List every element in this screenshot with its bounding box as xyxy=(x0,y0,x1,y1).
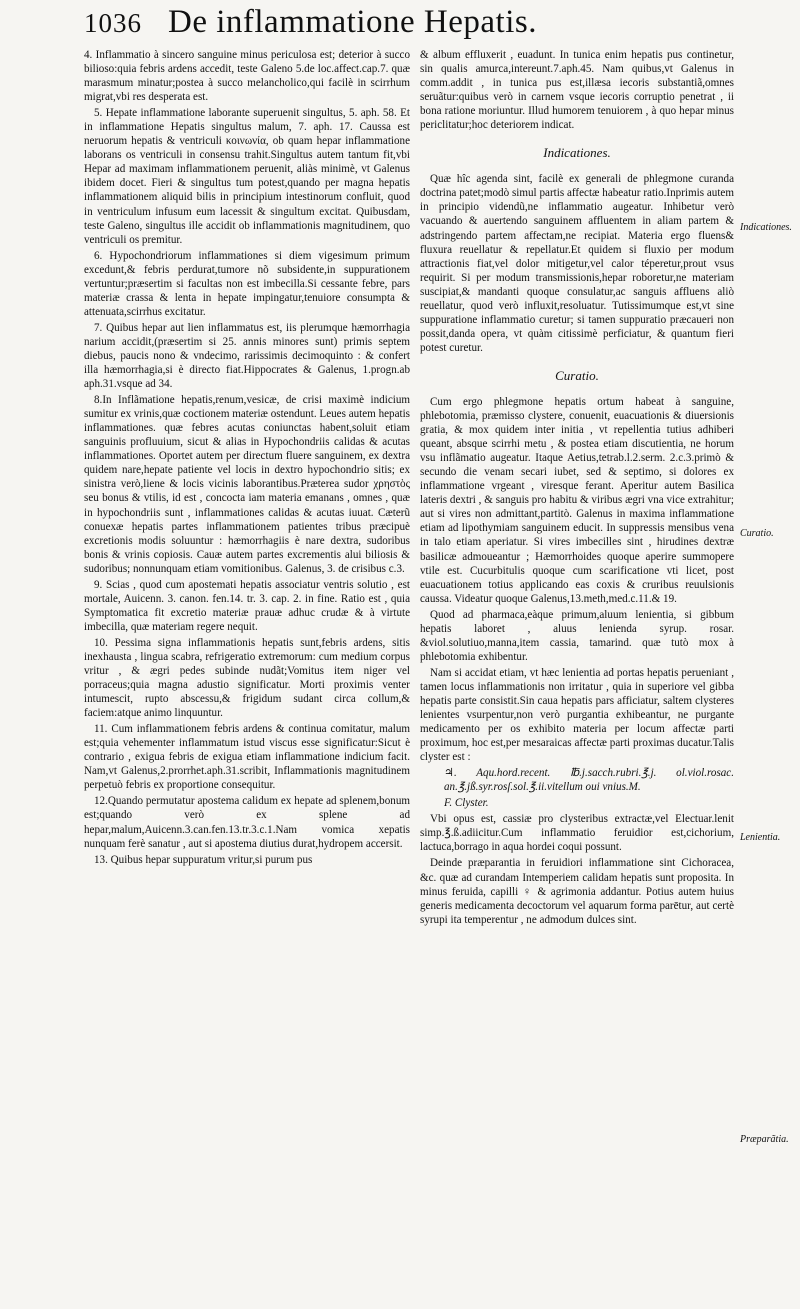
right-column xyxy=(420,48,734,929)
running-title: De inflammatione Hepatis. xyxy=(168,4,537,40)
paragraph: Quod ad pharmaca,eàque primum,aluum lenientia, si gibbum hepatis laboret , aluus lenienda syrup. rosar. &viol.solutiuo,manna,item cassia, tamarind. quæ tutò mox à phlebotomia exhibentur. xyxy=(420,608,734,663)
section-heading-indicationes: Indicationes. xyxy=(543,145,611,161)
paragraph: 8.In Inflãmatione hepatis,renum,vesicæ, de crisi maximè indicium sumitur ex vrinis,quæ coctionem materiæ ostendunt. Leues autem hepatis inflammationes. quæ febres acutas coniunctas habent,soluit etiam sanguinis profluuium, sicut & alias in Hypochondriis calidas & acutas inflammationes. Oportet autem per directum fluere sanguinem, ex dextra quidem nare,hepate patiente vel locis in dextro hypochondrio sitis; ex sinistra verò,liene & locis vicinis laborantibus.Præterea sudor χρηστὸς seu bonus & vtilis, id est , concocta iam materia emanans , omnes , quæ in hypochondriis sunt , inflammationes calidas & acutas iuuat. Cæterũ conuexæ hepatis partes inflammationem patientes tribus præcipuè excretionis modis soluuntur : hæmorrhagiis è nare dextra, sudoribus bonis & vrinis copiosis. Cauæ autem partes excrementis alui biliosis & sudoribus; nonnunquam etiam vomitionibus. Galenus, 3. de crisibus c.3. xyxy=(84,394,410,575)
page-header xyxy=(84,4,644,44)
paragraph: Quæ hîc agenda sint, facilè ex generali de phlegmone curanda doctrina patet;modò simul partis affectæ habeatur ratio.Inprimis autem in principio videndũ,ne inflammatio augeatur. Inhibetur verò vacuando & auertendo sanguinem affluentem in aliam partem & adstringendo partem affectam,ne recipiat. Materia ergo fluens& fluxura reuellatur & repellatur.Et quidem si fluxio per modum attractionis fiat,vel dolor mitigetur,vel calor téperetur,prout vsus requirit. Si per modum transmissionis,hepar roboretur,ne materiam suscipiat,& mandanti quoque consulatur,ac sanguis affluens aliò reuellatur, quod verò influxit,resoluatur. Tutissimumque est,vt sine suppuratione inflammatio curetur; si tamen suppuratio præcaueri non possit,danda opera, vt quàm citissimè perficiatur, & quantum fieri potest curetur. xyxy=(420,173,734,354)
paragraph: 6. Hypochondriorum inflammationes si diem vigesimum primum excedunt,& febris perdurat,tumore nõ subsidente,in suppurationem vertuntur;præsertim si facultas non est imbecilla.Si cessante febre, pars materiæ crassa & lenta in hepate impingatur,tenuiore consumpta & attenuata,scirrhus excitatur. xyxy=(84,249,410,318)
paragraph: Vbi opus est, cassiæ pro clysteribus extractæ,vel Electuar.lenit simp.℥.ß.adiicitur.Cum inflammatio feruidior est,cichorium, lactuca,borrago in aqua hordei coqui possunt. xyxy=(420,813,734,854)
recipe-line: F. Clyster. xyxy=(444,797,489,810)
margin-note-curatio: Curatio. xyxy=(740,528,774,539)
paragraph: Nam si accidat etiam, vt hæc lenientia ad portas hepatis perueniant , tamen locus inflammationis non irritatur , quia in superiore vel gibba hepatis parte consistit.Sin caua hepatis pars afficiatur, saltem clysteres lenientes vsurpentur,non verò purgantia exhibeantur, ne purgante medicamento per os exhibito materia per locum affectæ parti proximum, hoc est,per mesaraicas affectæ parti proximas ducatur.Talis clyster est : xyxy=(420,666,734,764)
margin-note-indicationes: Indicationes. xyxy=(740,222,792,233)
paragraph: Deinde præparantia in feruidiori inflammatione sint Cichoracea, &c. quæ ad curandam Intemperiem calidam hepatis sunt proposita. In minus feruida, capilli ♀ & agrimonia addantur. Potius autem huius generis medicamenta decoctorum vel aquarum forma parētur, aut certè syrupi ita temperentur , ne admodum dulces sint. xyxy=(420,857,734,926)
paragraph: & album effluxerit , euadunt. In tunica enim hepatis pus continetur, sin qualis amurca,intereunt.7.aph.45. Nam quibus,vt Galenus in comm.addit , in tunica pus est,illæsa iecoris substantiã,omnes seruãtur:quibus verò in carnem vsque iecoris corruptio penetrat , ii bona ratione moriuntur. Illud humorem tenuiorem , à quo hepar minus periclitatur;hoc deteriorem indicat. xyxy=(420,49,734,132)
left-column xyxy=(84,48,410,869)
section-heading-curatio: Curatio. xyxy=(555,367,599,383)
page-number: 1036 xyxy=(84,8,142,38)
paragraph: 5. Hepate inflammatione laborante superuenit singultus, 5. aph. 58. Et in inflammatione Hepatis singultus malum, 7. aph. 17. Caussa est neruorum hepatis & ventriculi κοινωνία, ob quam hepar inflammatione laborans os ventriculi in consensu trahit.Singultus autem tantum fit,vbi Hepar ad maximam inflammationem peruenit, aliàs minimè, vt Galenus ibidem docet. Fieri & singultus tum potest,quando per magna hepatis inflammationem aliquid bilis in principium intestinorum confluit, quod in ventriculum infusum eum lacessit & singultum excitat. Quibusdam, teste Galeno, singultus ille accidit ob inflammationis magnitudinem, quo ventriculi os premitur. xyxy=(84,107,410,246)
paragraph: 13. Quibus hepar suppuratum vritur,si purum pus xyxy=(94,853,313,866)
paragraph: 9. Scias , quod cum apostemati hepatis associatur ventris solutio , est mortale, Auicenn. 3. canon. fen.14. tr. 3. cap. 2. in fine. Ratio est , quia Symptomatica fit excretio materiæ prauæ adhuc crudæ & à virtute imbecilla, quæ materiam regere nequit. xyxy=(84,578,410,633)
recipe-line: ♃. Aqu.hord.recent. ℔.j.sacch.rubri.℥.j. ol.viol.rosac. an.℥.jß.syr.rosſ.sol.℥.ii.vitellum oui vnius.M. xyxy=(444,767,734,794)
paragraph: 10. Pessima signa inflammationis hepatis sunt,febris ardens, sitis inexhausta , lingua scabra, refrigeratio extremorum: cum medium corpus vritur , & ægri pedes subinde nudãt;Vomitus item niger vel porraceus;quia magna adustio significatur. Morti proximis venter intumescit, rupto abscessu,& frigidum sudant circa collum,& faciem:atque animo linquuntur. xyxy=(84,636,410,720)
paragraph: 4. Inflammatio à sincero sanguine minus periculosa est; deterior à succo bilioso:quia febris ardens accedit, teste Galeno 5.de loc.affect.cap.7. quæ marasmum minatur;postea à succo melancholico,qui facilè in scirrhum migrat,vbi res desperata est. xyxy=(84,49,410,104)
paragraph: Cum ergo phlegmone hepatis ortum habeat à sanguine, phlebotomia, præmisso clystere, conuenit, euacuationis & diuersionis gratia, & mox quidem inter initia , vt repellentia tutius adhiberi queant, absque scirrhi metu , & postea etiam discutientia, ne horum vsu inflãmatio augeatur. Itaque Aetius,tetrab.l.2.serm. 2.c.3.primò & secundo die venam secari iubet, sed & septimo, si dolores ex inflammatione vrgeant , viresque ferant. Aperitur autem Basilica lateris dextri , & sanguis pro habitu & viribus ægri vna vice extrahitur; aut si vires non admittant,partitò. Galenus in maxima inflammatione etiam ad lipothymiam sanguinem educit. In suppressis mensibus vena in talo etiam aperiatur. Si vires imbecilles sint , hirudines dextræ basilicæ admoueantur ; Hæmorrhoides quoque aperire summopere vtile est. Cucurbitulis quoque cum scarificatione vti licet, post euacuationem totius applicando eas coxis & cruribus reuulsionis caussa. Videatur quoque Galenus,13.meth,med.c.11.& 19. xyxy=(420,395,734,605)
margin-note-praeparantia: Præparãtia. xyxy=(740,1134,789,1145)
paragraph: 7. Quibus hepar aut lien inflammatus est, iis plerumque hæmorrhagia narium accidit,(præsertim si 25. annis minores sunt) primis septem diebus, paucis nono & vndecimo, rarissimis decimoquinto : & confert illa hæmorrhagia,si è directo fiat.Hippocrates & Galenus, 1.progn.ab aph.31.vsque ad 34. xyxy=(84,321,410,391)
paragraph: 11. Cum inflammationem febris ardens & continua comitatur, malum est;quia vehementer inflammatum istud viscus esse significatur:Sicut è contrario , exigua febris de exigua etiam inflammatione indicium facit. Nam,vt Galenus,2.prorrhet.aph.31.scribit, Inflammationis magnitudinem perpetuò febris ex proportione consequitur. xyxy=(84,723,410,792)
margin-note-lenientia: Lenientia. xyxy=(740,832,781,843)
paragraph: 12.Quando permutatur apostema calidum ex hepate ad splenem,bonum est;quando verò ex splene ad hepar,malum,Auicenn.3.can.fen.13.tr.3.c.1.Nam vomica xepatis nunquam ferè sanatur , aut si apostema diutius durat,hydropem accersit. xyxy=(84,795,410,850)
